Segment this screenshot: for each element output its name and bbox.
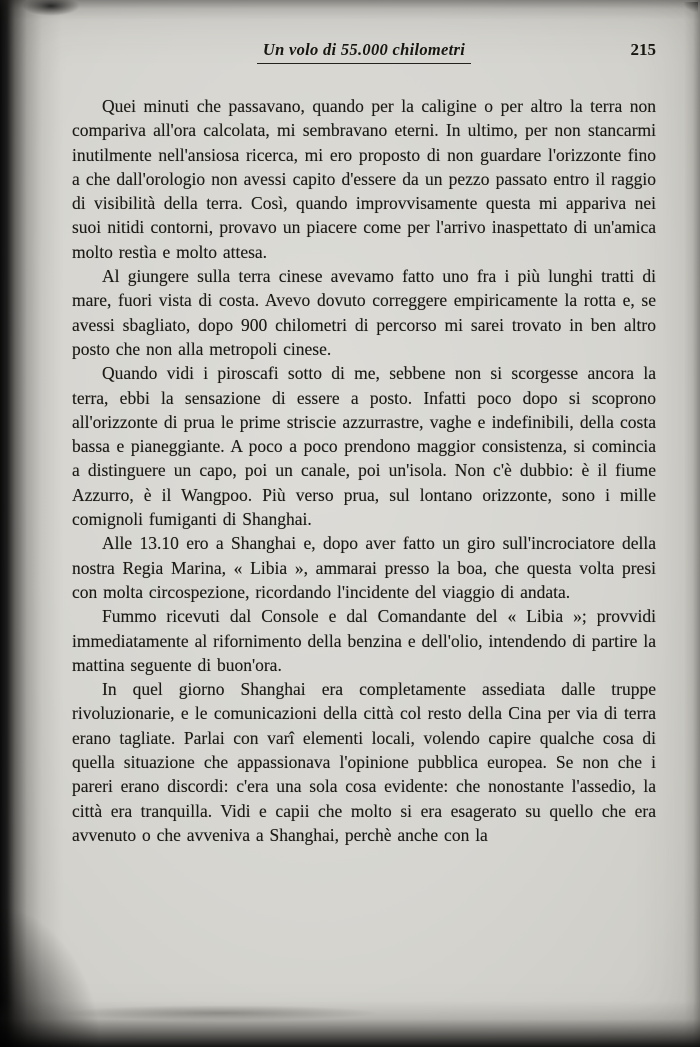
body-text — [72, 94, 656, 847]
paragraph: Quando vidi i piroscafi sotto di me, sebbene non si scorgesse ancora la terra, ebbi la sensazione di essere a posto. Infatti poco dopo si scoprono all'orizzonte di prua le prime striscie azzurrastre, vaghe e indefinibili, della costa bassa e pianeggiante. A poco a poco prendono maggior consistenza, si comincia a distinguere un capo, poi un canale, poi un'isola. Non c'è dubbio: è il fiume Azzurro, è il Wangpoo. Più verso prua, sul lontano orizzonte, sono i mille comignoli fumiganti di Shanghai. — [72, 363, 656, 530]
scan-shadow-right — [684, 0, 700, 1047]
scan-speck-top-right — [684, 2, 698, 12]
paragraph: In quel giorno Shanghai era completamente assediata dalle truppe rivoluzionarie, e le comunicazioni della città col resto della Cina per via di terra erano tagliate. Parlai con varî elementi locali, volendo capire qualche cosa di quella situazione che appassionava l'opinione pubblica europea. Se non che i pareri erano discordi: c'era una sola cosa evidente: che nonostante l'assedio, la città era tranquilla. Vidi e capii che molto si era esagerato su quello che era avvenuto o che avveniva a Shanghai, perchè anche con la — [72, 679, 656, 845]
running-title-text: Un volo di 55.000 chilometri — [257, 40, 471, 64]
scan-shadow-left — [0, 0, 62, 1047]
page-header — [72, 40, 656, 70]
running-title — [72, 40, 656, 64]
paragraph: Fummo ricevuti dal Console e dal Comandante del « Libia »; provvidi immediatamente al rifornimento della benzina e dell'olio, intendendo di partire la mattina seguente di buon'ora. — [72, 606, 656, 675]
scan-shadow-top — [0, 0, 700, 20]
scan-smudge-bottom — [60, 1005, 380, 1021]
paragraph: Alle 13.10 ero a Shanghai e, dopo aver fatto un giro sull'incrociatore della nostra Regia Marina, « Libia », ammarai presso la boa, che questa volta presi con molta circospezione, ricordando l'incidente del viaggio di andata. — [72, 533, 656, 602]
paragraph: Al giungere sulla terra cinese avevamo fatto uno fra i più lunghi tratti di mare, fuori vista di costa. Avevo dovuto correggere empiricamente la rotta e, se avessi sbagliato, dopo 900 chilometri di percorso mi sarei trovato in ben altro posto che non alla metropoli cinese. — [72, 266, 656, 359]
scan-blot-bottom-left — [0, 907, 100, 1047]
scan-shadow-bottom — [0, 1001, 700, 1047]
paragraph: Quei minuti che passavano, quando per la caligine o per altro la terra non compariva all'ora calcolata, mi sembravano eterni. In ultimo, per non stancarmi inutilmente nell'ansiosa ricerca, mi ero proposto di non guardare l'orizzonte fino a che dall'orologio non avessi capito d'essere da un pezzo passato entro il raggio di visibilità della terra. Così, quando improvvisamente questa mi appariva nei suoi nitidi contorni, provavo un piacere come per l'arrivo inaspettato di un'amica molto restìa e molto attesa. — [72, 96, 656, 262]
page-number: 215 — [630, 40, 656, 59]
scan-blot-top-left — [22, 0, 80, 16]
